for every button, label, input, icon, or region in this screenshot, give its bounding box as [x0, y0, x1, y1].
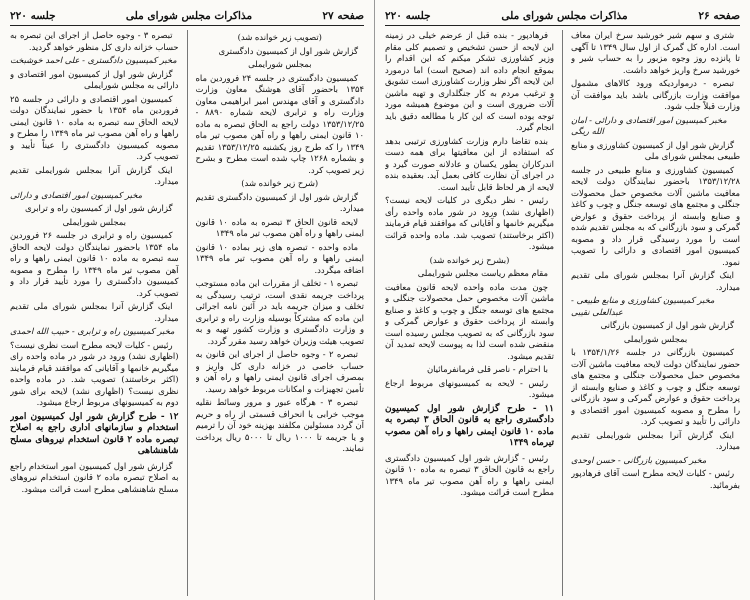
paragraph: کمیسیون امور اقتصادی و دارائی در جلسه ۲۵ فروردین ماه ۱۳۵۴ با حضور نمایندگان دولت لایحه الحاق سه تبصره به ماده ۱۰ قانون ایمنی راهها و راه آهن مصوب تیر ماه ۱۳۴۹ را مطرح و مصوبه کمیسیون دادگستری را عیناً تأیید و تصویب کرد. [10, 93, 179, 161]
paragraph: رئیس - گزارش شور اول کمیسیون دادگستری راجع به قانون الحاق ۳ تبصره به ماده ۱۰ قانون ایمنی راهها و راه آهن مصوب تیر ماه ۱۳۴۹ مطرح است قرائت میشود. [385, 452, 554, 497]
paragraph: بنده تقاضا دارم وزارت کشاورزی ترتیبی بدهد که استفاده از این معافیتها برای همه دست اندرکاران بطور یکسان و عادلانه صورت گیرد و در اجرای آن نظارت کافی بعمل آید. بعقیده بنده لایحه از هر لحاظ قابل تأیید است. [385, 135, 554, 192]
paragraph: کمیسیون دادگستری در جلسه ۲۴ فروردین ماه ۱۳۵۴ باحضور آقای هوشنگ معاون وزارت دادگستری و آقای مهندس امیر ابراهیمی معاون وزارت راه و ترابری لایحه شماره ۸۸۹۰ - ۱۳۵۳/۱۲/۲۵ دولت راجع به الحاق تبصره به ماده ۱۰ قانون ایمنی راهها و راه آهن مصوب تیر ماه ۱۳۴۹ را که طرح روز یکشنبه ۱۳۵۳/۱۲/۲۵ تقدیم و بشماره ۱۲۶۸ چاپ شده است مطرح و بشرح زیر تصویب کرد. [195, 72, 364, 175]
paragraph: گزارش شور اول از کمیسیون راه و ترابری [25, 203, 173, 213]
session-number: جلسه ۲۲۰ [10, 9, 56, 22]
paragraph: تبصره - درمواردیکه ورود کالاهای مشمول موافقت وزارت بازرگانی باشد باید موافقت آن وزارت قبلاً جلب شود. [571, 78, 740, 111]
page-26 [375, 0, 750, 600]
page-number: صفحه ۲۶ [698, 9, 740, 22]
paragraph: کمیسیون راه و ترابری در جلسه ۲۶ فروردین ماه ۱۳۵۴ باحضور نمایندگان دولت لایحه الحاق سه تبصره به ماده ۱۰ قانون ایمنی راهها و راه آهن مصوب تیر ماه ۱۳۴۹ را مطرح و مصوبه کمیسیون دادگستری را مورد تأیید قرار داد و تصویب کرد. [10, 230, 179, 298]
paragraph: شتری و سهم شیر خورشید سرخ ایران معاف است. اداره کل گمرک از اول سال ۱۳۴۹ تا آگهی تا پانزده روز وجوه مزبور را به حساب شیر و خورشید سرخ واریز خواهد داشت. [571, 30, 740, 75]
signature-line: مخبر کمیسیون دادگستری - علی احمد خوشبخت [10, 55, 177, 65]
paragraph: تبصره ۱ - تخلف از مقررات این ماده مستوجب پرداخت جریمه نقدی است، ترتیب رسیدگی به تخلف و میزان جریمه باید در آئین نامه اجرائی این ماده که مشترکاً بوسیله وزارت راه و ترابری و وزارت دادگستری و وزارت کشور تهیه و به تصویب هیئت وزیران خواهد رسید مقرر گردد. [195, 278, 364, 346]
column-divider [562, 30, 563, 596]
signature-line: مخبر کمیسیون امور اقتصادی و دارائی - امان الله ریگی [571, 114, 727, 136]
page-header [10, 6, 364, 26]
paragraph: چون مدت ماده واحده لایحه قانون معافیت ماشین آلات مخصوص حمل محصولات جنگلی و مجتمع های توسعه جنگل و چوب و کاغذ و صنایع وابسته از پرداخت حقوق و عوارض گمرکی و سود بازرگانی که به تصویب مجلس رسیده است منقضی شده است لذا به پیوست لایحه تمدید آن تقدیم میشود. [385, 281, 554, 361]
centered-note: بمجلس شورایملی [248, 59, 312, 69]
page-header [385, 6, 740, 26]
signature-line: مخبر کمیسیون امور اقتصادی و دارائی [10, 189, 143, 200]
paragraph: گزارش شور اول کمیسیون امور استخدام راجع به اصلاح تبصره ماده ۲ قانون استخدام نیروهای مسلح شاهنشاهی مطرح است قرائت میشود. [10, 460, 179, 494]
section-heading: ۱۲ - طرح گزارش شور اول کمیسیون امور استخدام و سازمانهای اداری راجع به اصلاح تبصره ماده ۲ قانون استخدام نیروهای مسلح شاهنشاهی [10, 411, 179, 456]
paragraph: تبصره ۲ - وجوه حاصل از اجرای این قانون به حساب خاصی در خزانه داری کل واریز و بمصرف اجرای قانون ایمنی راهها و راه آهن و تأمین تجهیزات و امکانات مربوط خواهد رسید. [195, 349, 364, 394]
centered-note: بمجلس شورایملی [623, 333, 688, 344]
text-column [10, 30, 179, 596]
signature-line: مخبر کمیسیون راه و ترابری - حبیب الله احمدی [10, 326, 175, 336]
paragraph: لایحه قانون الحاق ۳ تبصره به ماده ۱۰ قانون ایمنی راهها و راه آهن مصوب تیر ماه ۱۳۴۹ [195, 216, 364, 238]
paragraph: گزارش شور اول از کمیسیون دادگستری تقدیم میدارد. [195, 191, 364, 213]
paragraph: رئیس - کلیات لایحه مطرح است آقای فرهادپور بفرمائید. [571, 468, 740, 490]
signature-line: مخبر کمیسیون کشاورزی و منابع طبیعی - عبدالعلی نقیبی [571, 295, 715, 317]
column-divider [187, 30, 188, 596]
paragraph: کمیسیون بازرگانی در جلسه ۱۳۵۴/۱/۲۶ با حضور نمایندگان دولت لایحه معافیت ماشین آلات مخصوص حمل محصولات جنگلی و مجتمع های توسعه جنگل و چوب و کاغذ و صنایع وابسته از پرداخت حقوق و عوارض گمرکی و سود بازرگانی را مطرح و مصوبه کمیسیون امور اقتصادی و دارائی را تأیید و تصویب کرد. [571, 347, 740, 426]
text-columns [385, 30, 740, 596]
text-column [196, 30, 365, 596]
session-number: جلسه ۲۲۰ [385, 9, 431, 22]
paragraph: ماده واحده - تبصره های زیر بماده ۱۰ قانون ایمنی راهها و راه آهن مصوب تیر ماه ۱۳۴۹ اضافه میگردد. [195, 241, 364, 275]
page-number: صفحه ۲۷ [322, 9, 364, 22]
journal-title: مذاکرات مجلس شورای ملی [125, 9, 253, 22]
paragraph: با احترام - ناصر قلی فرمانفرمائیان [426, 364, 548, 374]
paragraph: رئیس - لایحه به کمیسیونهای مربوط ارجاع میشود. [385, 377, 554, 399]
paragraph: گزارش شور اول از کمیسیون دادگستری [218, 45, 358, 56]
paragraph: رئیس - نظر دیگری در کلیات لایحه نیست؟ (اظهاری نشد) ورود در شور ماده واحده رأی میگیریم خانمها و آقایانی که موافقند قیام فرمایند (اکثر برخاستند) تصویب شد. ماده واحده قرائت میشود. [385, 195, 554, 251]
paragraph: اینک گزارش آنرا بمجلس شورایملی تقدیم میدارد. [571, 429, 740, 451]
paragraph: اینک گزارش آنرا بمجلس شورای ملی تقدیم میدارد. [571, 270, 740, 292]
signature-line: مخبر کمیسیون بازرگانی - حسن اوحدی [571, 454, 707, 465]
paragraph: تبصره ۳ - هرگاه عبور و مرور وسائط نقلیه موجب خرابی یا انحراف قسمتی از راه و حریم آن گردد مسئولین مکلفند بهزینه خود آن را ترمیم و یا جریمه تا ۱۰۰۰ ریال تا ۵۰۰۰ ریال پرداخت نمایند. [195, 397, 364, 453]
text-column [571, 30, 740, 596]
paragraph: مقام معظم ریاست مجلس شورایملی [417, 268, 548, 278]
paragraph: اینک گزارش آنرا بمجلس شورایملی تقدیم میدارد. [10, 164, 179, 186]
paragraph: رئیس - کلیات لایحه مطرح است نظری نیست؟ (اظهاری نشد) ورود در شور در ماده واحده رای میگیریم خانمها و آقایانی که موافقند قیام فرمایند (اکثر برخاستند) تصویب شد. در ماده واحده نظری نیست؟ (اظهاری نشد) لایحه برای شور دوم به کمیسیونهای مربوط ارجاع میشود. [10, 339, 179, 407]
paragraph: اینک گزارش آنرا بمجلس شورای ملی تقدیم میدارد. [10, 301, 179, 323]
paragraph: تبصره ۳ - وجوه حاصل از اجرای این تبصره به حساب خزانه داری کل منظور خواهد گردید. [10, 30, 179, 52]
centered-note: (تصویب زیر خوانده شد) [237, 32, 322, 42]
paragraph: گزارش شور اول از کمیسیون کشاورزی و منابع طبیعی بمجلس شورای ملی [571, 139, 740, 161]
centered-note: بمجلس شورایملی [62, 216, 126, 227]
journal-title: مذاکرات مجلس شورای ملی [501, 9, 628, 22]
centered-note: (بشرح زیر خوانده شد) [429, 254, 510, 265]
text-column [385, 30, 554, 596]
paragraph: گزارش شور اول از کمیسیون بازرگانی [600, 320, 734, 330]
paragraph: کمیسیون کشاورزی و منابع طبیعی در جلسه ۱۳۵۳/۱۲/۲۸ باحضور نمایندگان دولت لایحه معافیت ماشین آلات مخصوص حمل محصولات جنگلی و مجتمع های توسعه جنگل و چوب و کاغذ و صنایع وابسته از پرداخت حقوق و عوارض گمرکی و سود بازرگانی که به مجلس تقدیم شده است را مورد رسیدگی قرار داد و مصوبه کمیسیون امور اقتصادی و دارائی را تصویب نمود. [571, 164, 740, 267]
paragraph: گزارش شور اول از کمیسیون امور اقتصادی و دارائی به مجلس شورایملی [10, 68, 179, 90]
text-columns [10, 30, 364, 596]
paragraph: فرهادپور - بنده قبل از عرضم خیلی در زمینه این لایحه از حسن تشخیص و تصمیم کلی مقام وزیر کشاورزی تشکر میکنم که این اقدام را بموقع انجام داده اند (صحیح است) اما درمورد این لایحه اگر نظر وزارت کشاورزی است تشویق و ترغیب مردم به کار جنگلداری و تهیه ماشین آلات ضروری است و این موضوع همیشه مورد توجه بوده است که این کار با مطالعه دقیق باید انجام گیرد. [385, 30, 554, 132]
section-heading: ۱۱ - طرح گزارش شور اول کمیسیون دادگستری راجع به قانون الحاق ۳ تبصره به ماده ۱۰ قانون ایمنی راهها و راه آهن مصوب تیرماه ۱۳۴۹ [385, 403, 554, 448]
centered-note: (شرح زیر خوانده شد) [241, 178, 319, 188]
